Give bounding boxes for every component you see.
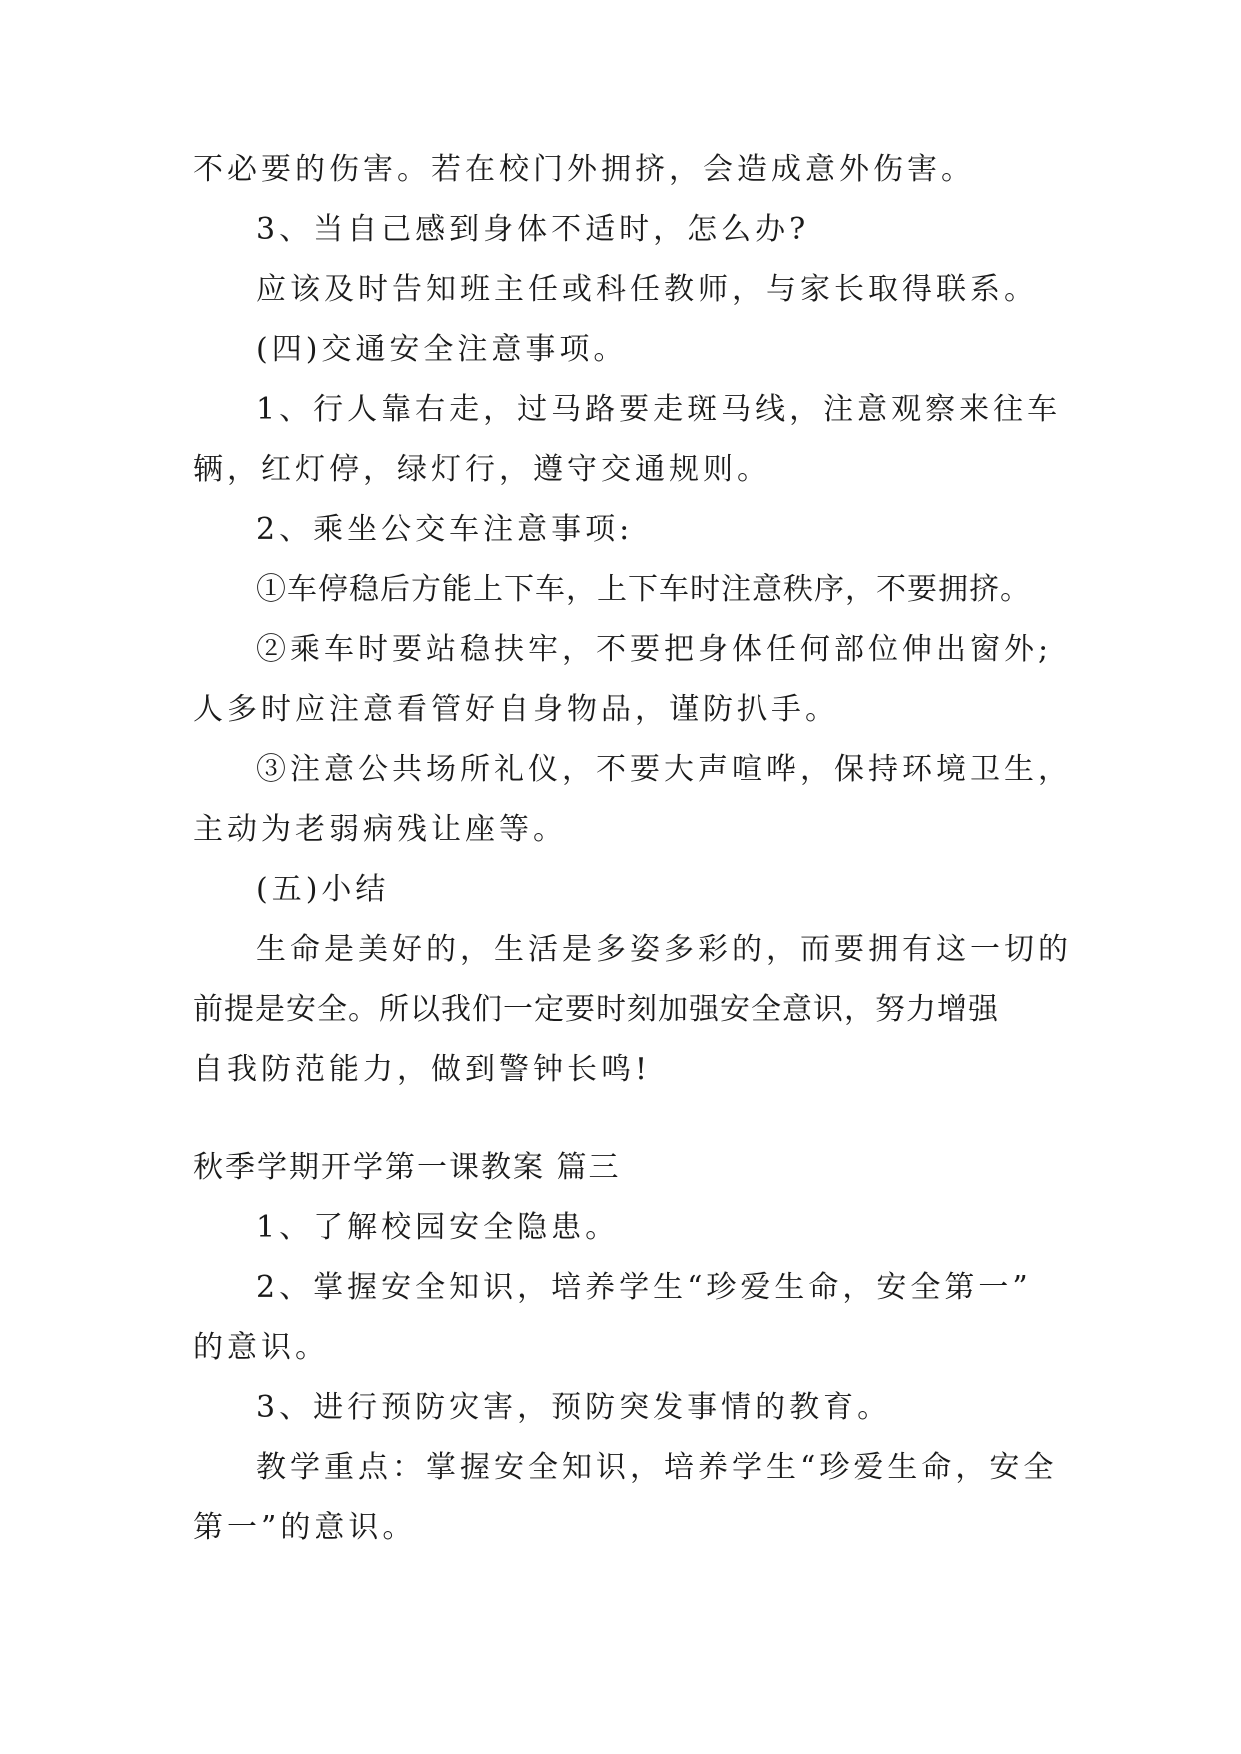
text-line: ②乘车时要站稳扶牢，不要把身体任何部位伸出窗外;	[256, 632, 1053, 667]
text-line: 3、当自己感到身体不适时，怎么办?	[256, 212, 810, 247]
text-line: 主动为老弱病残让座等。	[193, 812, 567, 847]
text-line: 的意识。	[193, 1330, 329, 1365]
text-line: 自我防范能力，做到警钟长鸣!	[193, 1052, 652, 1087]
chapter-heading: 秋季学期开学第一课教案 篇三	[193, 1150, 621, 1185]
section-heading: (四)交通安全注意事项。	[256, 332, 628, 367]
text-line: ①车停稳后方能上下车，上下车时注意秩序，不要拥挤。	[256, 572, 1031, 607]
text-line: ③注意公共场所礼仪，不要大声喧哗，保持环境卫生，	[256, 752, 1072, 787]
text-line: 2、掌握安全知识，培养学生“珍爱生命，安全第一”	[256, 1270, 1032, 1305]
text-line: 2、乘坐公交车注意事项:	[256, 512, 634, 547]
text-line: 1、了解校园安全隐患。	[256, 1210, 620, 1245]
text-line: 应该及时告知班主任或科任教师，与家长取得联系。	[256, 272, 1038, 307]
text-line: 1、行人靠右走，过马路要走斑马线，注意观察来往车	[256, 392, 1062, 427]
text-line: 生命是美好的，生活是多姿多彩的，而要拥有这一切的	[256, 932, 1072, 967]
text-line: 前提是安全。所以我们一定要时刻加强安全意识，努力增强	[193, 992, 999, 1027]
text-line: 3、进行预防灾害，预防突发事情的教育。	[256, 1390, 892, 1425]
text-line: 不必要的伤害。若在校门外拥挤，会造成意外伤害。	[193, 152, 975, 187]
text-line: 第一”的意识。	[193, 1510, 417, 1545]
section-heading: (五)小结	[256, 872, 390, 907]
text-line: 辆，红灯停，绿灯行，遵守交通规则。	[193, 452, 771, 487]
text-line: 教学重点：掌握安全知识，培养学生“珍爱生命，安全	[256, 1450, 1058, 1485]
text-line: 人多时应注意看管好自身物品，谨防扒手。	[193, 692, 839, 727]
